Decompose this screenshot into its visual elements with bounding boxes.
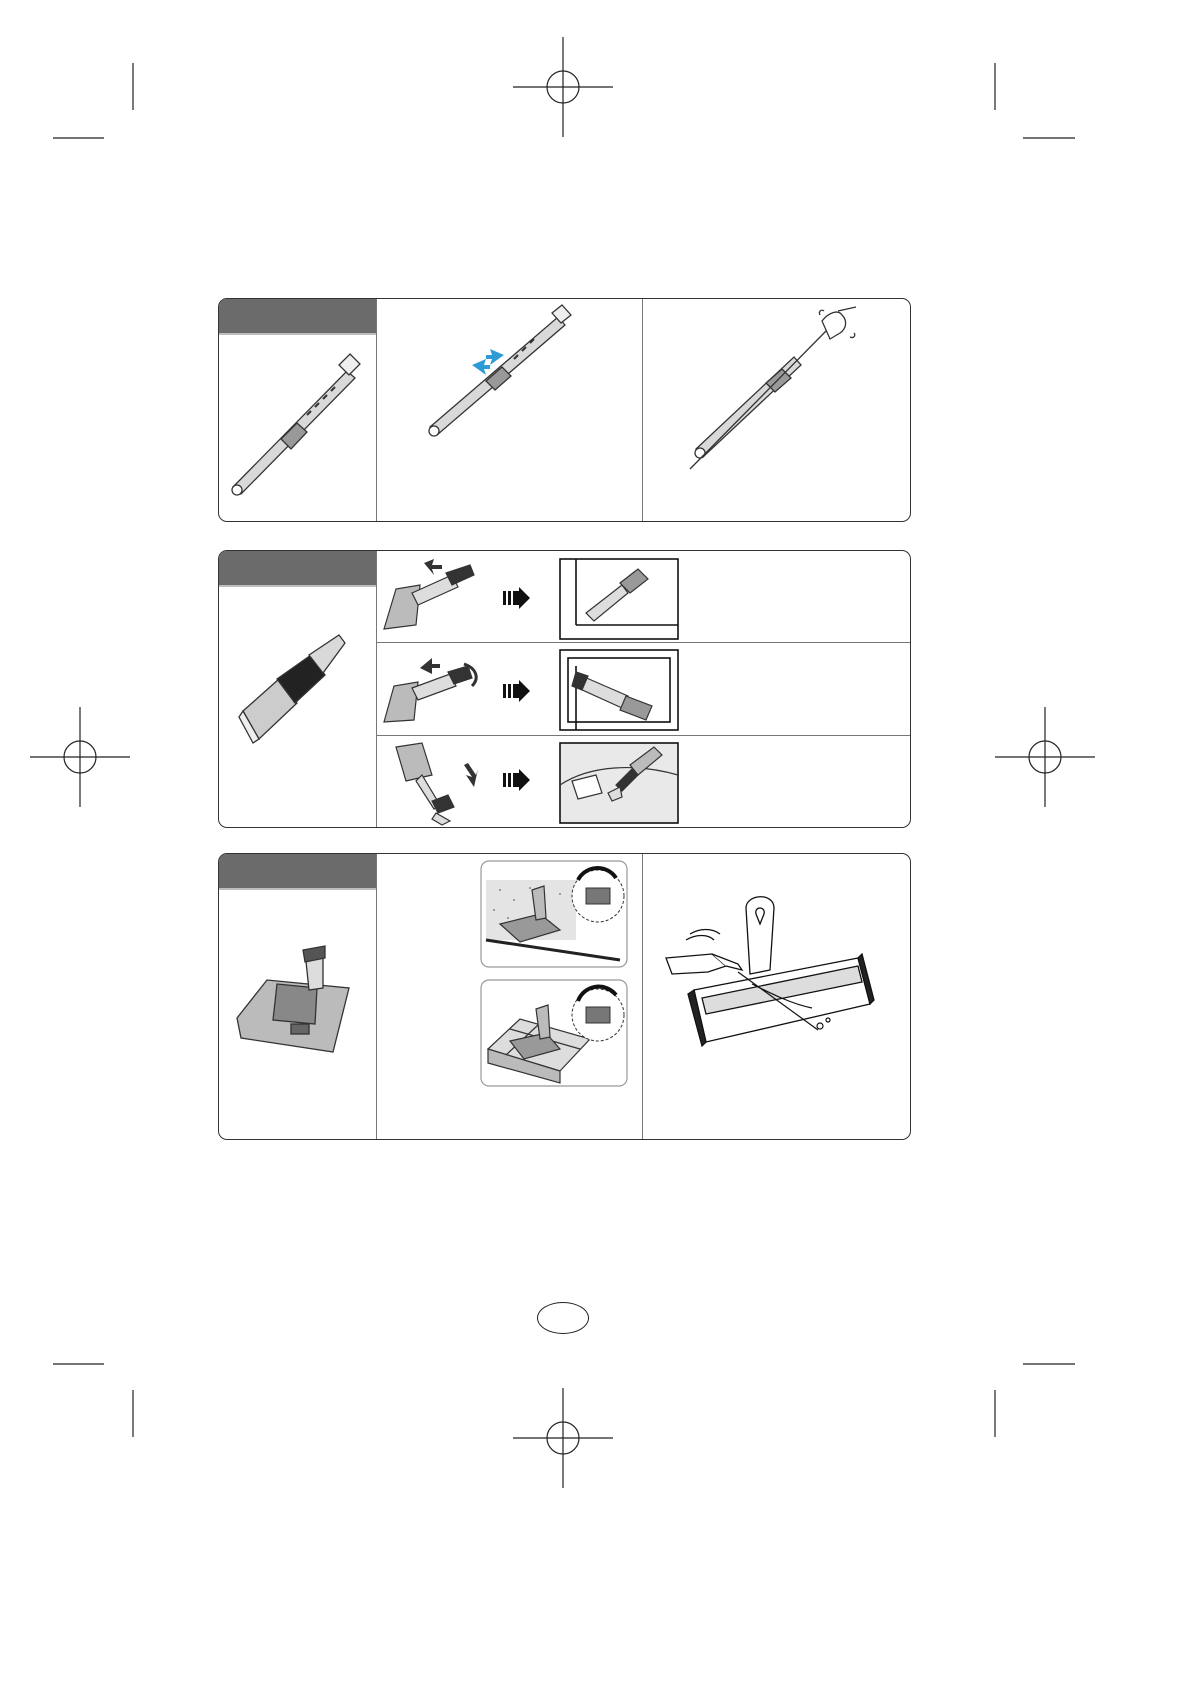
arrow-icon bbox=[503, 680, 530, 702]
panel-floor-brush bbox=[218, 853, 911, 1140]
arrow-icon bbox=[424, 559, 442, 575]
arrow-icon bbox=[420, 658, 440, 674]
arrow-icon bbox=[503, 769, 530, 791]
panel-crevice-tool bbox=[218, 550, 911, 828]
arrow-icon bbox=[464, 763, 478, 787]
arrow-icon bbox=[503, 587, 530, 609]
page-number bbox=[537, 1302, 589, 1334]
panel-telescopic-pipe bbox=[218, 298, 911, 522]
